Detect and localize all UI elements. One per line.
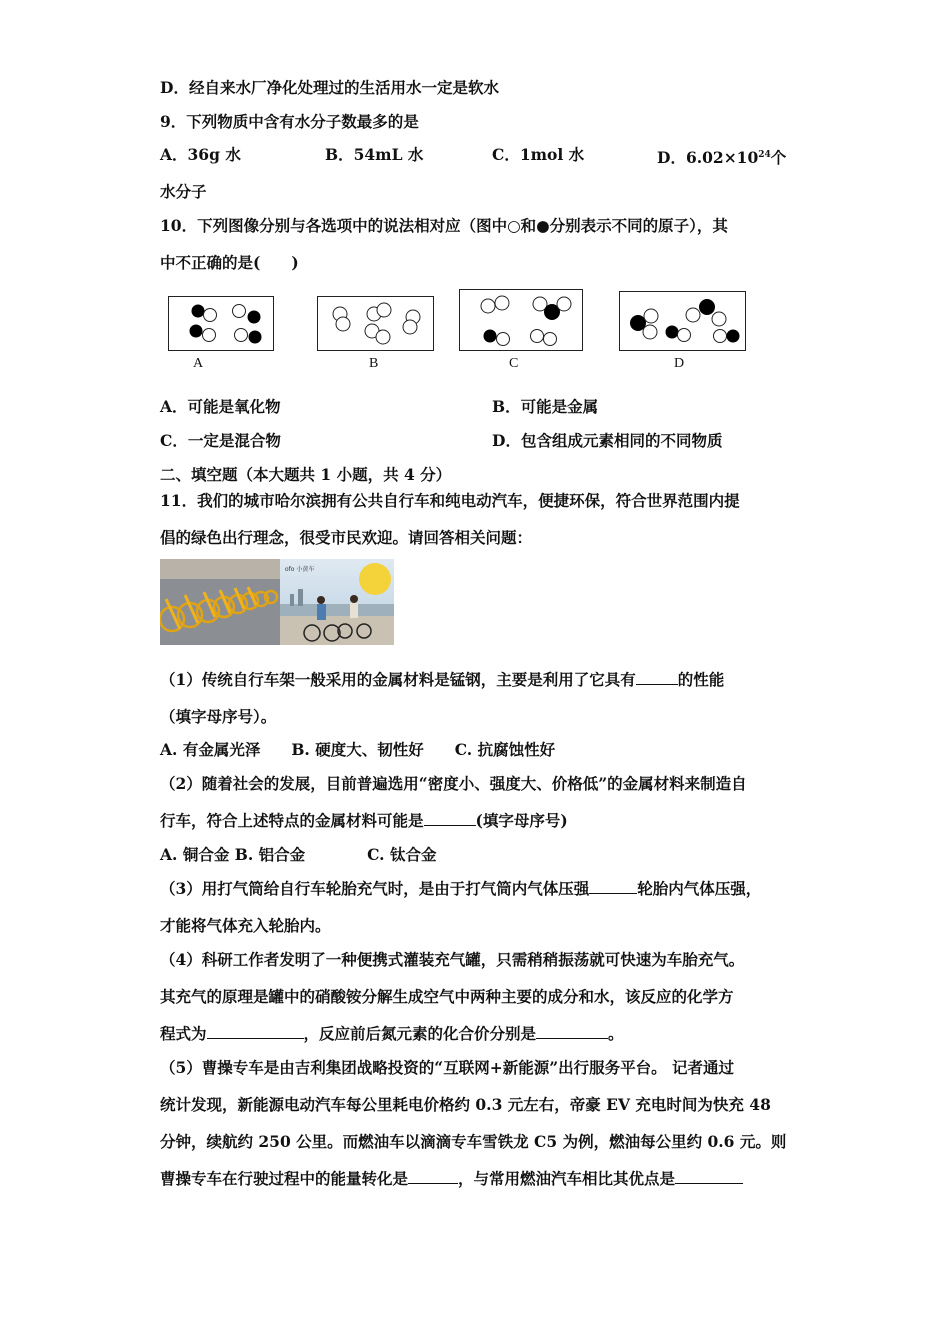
p4-line-2: 其充气的原理是罐中的硝酸铵分解生成空气中两种主要的成分和水，该反应的化学方 — [160, 987, 734, 1006]
p2-options: A. 铜合金 B. 铝合金 C. 钛合金 — [160, 845, 437, 864]
p3-line-1 — [160, 879, 761, 899]
diagram-a-label: A — [193, 356, 204, 371]
p5-line-3: 分钟，续航约 250 公里。而燃油车以滴滴专车雪铁龙 C5 为例，燃油每公里约 0.6 元。则 — [160, 1132, 787, 1151]
q10-option-b: B．可能是金属 — [492, 397, 599, 416]
q9-option-a: A．36g 水 — [160, 145, 241, 164]
section-2-heading: 二、填空题（本大题共 1 小题，共 4 分） — [160, 465, 452, 484]
q9-d-text: D．6.02×10 — [657, 148, 759, 168]
p4-text-c: 程式为 — [160, 1024, 207, 1043]
q9-d-unit: 个 — [770, 148, 787, 168]
p1-blank[interactable] — [636, 670, 678, 685]
diagram-d — [619, 291, 746, 351]
p5-blank-advantage[interactable] — [675, 1169, 743, 1184]
photo-logo-text: ofo 小黄车 — [285, 566, 315, 573]
p4-line-1: （4）科研工作者发明了一种便携式灌装充气罐，只需稍稍振荡就可快速为车胎充气。 — [160, 950, 745, 969]
q9-option-d — [657, 145, 786, 168]
q11-stem-1: 11．我们的城市哈尔滨拥有公共自行车和纯电动汽车，便捷环保，符合世界范围内提 — [160, 491, 740, 510]
p3-blank[interactable] — [589, 879, 637, 894]
p3-text-a: （3）用打气筒给自行车轮胎充气时，是由于打气筒内气体压强 — [160, 879, 590, 898]
p2-line-1: （2）随着社会的发展，目前普遍选用“密度小、强度大、价格低”的金属材料来制造自 — [160, 774, 747, 793]
q11-stem-2: 倡的绿色出行理念，很受市民欢迎。请回答相关问题： — [160, 528, 533, 547]
diagram-b — [317, 296, 434, 351]
diagram-b-label: B — [369, 356, 379, 371]
p5-line-4 — [160, 1169, 743, 1189]
q9-option-b: B．54mL 水 — [325, 145, 424, 164]
p1-line-2: （填字母序号）。 — [160, 707, 277, 726]
p1-line-1 — [160, 670, 724, 690]
diagram-a — [168, 296, 274, 351]
p4-text-e: 。 — [608, 1024, 624, 1043]
p1-options: A. 有金属光泽 B. 硬度大、韧性好 C. 抗腐蚀性好 — [160, 740, 556, 759]
p5-text-e: ，与常用燃油汽车相比其优点是 — [458, 1169, 676, 1188]
q9-d-exponent: 24 — [758, 150, 771, 160]
p5-text-d: 曹操专车在行驶过程中的能量转化是 — [160, 1169, 409, 1188]
q10-option-d: D．包含组成元素相同的不同物质 — [492, 431, 723, 450]
q9-stem: 9．下列物质中含有水分子数最多的是 — [160, 112, 419, 131]
p4-blank-valence[interactable] — [536, 1024, 608, 1039]
p2-text-b: 行车，符合上述特点的金属材料可能是 — [160, 811, 424, 830]
p3-text-b: 轮胎内气体压强， — [637, 879, 762, 898]
p5-line-1: （5）曹操专车是由吉利集团战略投资的“互联网+新能源”出行服务平台。 记者通过 — [160, 1058, 735, 1077]
diagram-c-label: C — [509, 356, 519, 371]
q9-option-c: C．1mol 水 — [492, 145, 585, 164]
p1-text-a: （1）传统自行车架一般采用的金属材料是锰钢，主要是利用了它具有 — [160, 670, 636, 689]
p4-line-3 — [160, 1024, 624, 1044]
q8-option-d: D．经自来水厂净化处理过的生活用水一定是软水 — [160, 78, 499, 97]
p4-text-d: ，反应前后氮元素的化合价分别是 — [303, 1024, 537, 1043]
diagram-c — [459, 289, 583, 351]
q9-option-d-cont: 水分子 — [160, 182, 207, 201]
p1-text-b: 的性能 — [677, 670, 725, 689]
p2-line-2 — [160, 811, 568, 831]
q10-option-a: A．可能是氧化物 — [160, 397, 281, 416]
diagram-d-label: D — [674, 356, 685, 371]
q10-option-c: C．一定是混合物 — [160, 431, 281, 450]
p2-blank[interactable] — [424, 811, 476, 826]
q10-stem-1: 10．下列图像分别与各选项中的说法相对应（图中○和●分别表示不同的原子），其 — [160, 216, 728, 235]
p5-line-2: 统计发现，新能源电动汽车每公里耗电价格约 0.3 元左右，帝豪 EV 充电时间为快充 48 — [160, 1095, 771, 1114]
q10-stem-2: 中不正确的是( ) — [160, 253, 299, 272]
p5-blank-energy[interactable] — [408, 1169, 458, 1184]
bicycle-photo — [160, 559, 394, 645]
p3-line-2: 才能将气体充入轮胎内。 — [160, 916, 331, 935]
p2-text-c: (填字母序号) — [475, 811, 568, 830]
p4-blank-equation[interactable] — [207, 1024, 304, 1039]
